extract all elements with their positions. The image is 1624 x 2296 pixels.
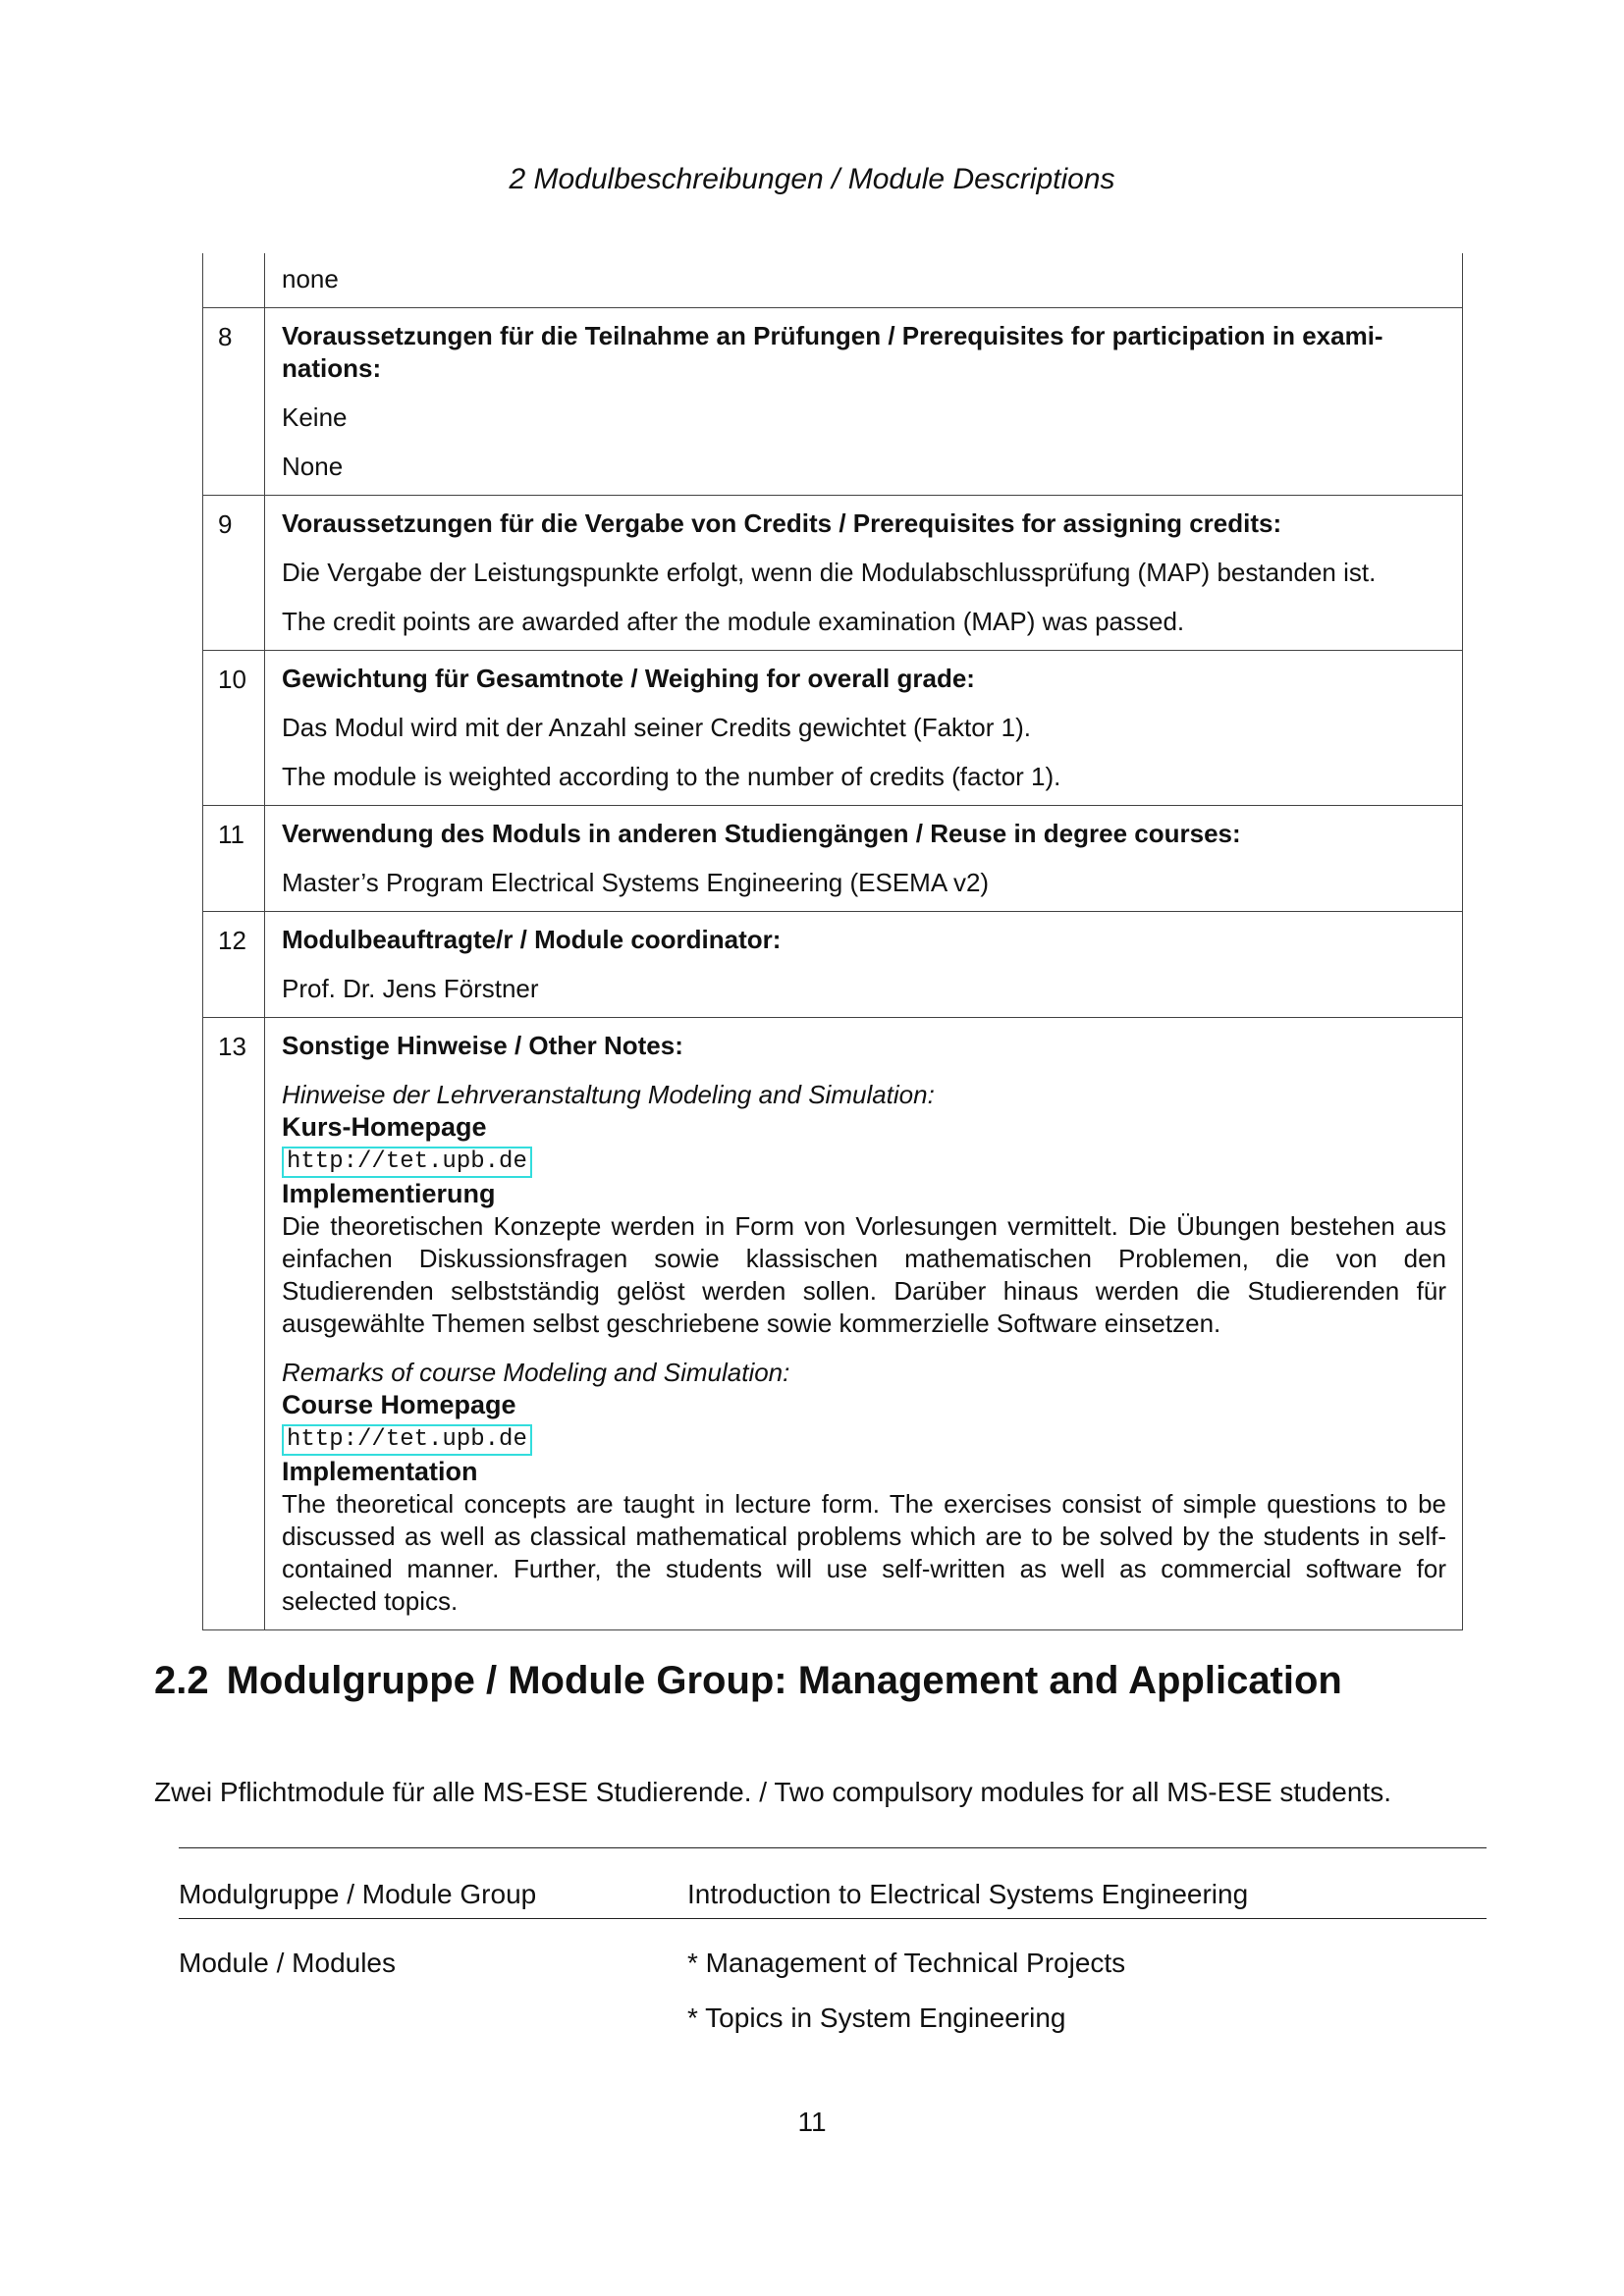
row-heading: Verwendung des Moduls in anderen Studiengängen / Reuse in degree courses: <box>282 819 1241 848</box>
section-heading <box>154 1657 1342 1704</box>
row-text-en: The module is weighted according to the number of credits (factor 1). <box>282 762 1061 791</box>
row-heading: Gewichtung für Gesamtnote / Weighing for overall grade: <box>282 664 975 693</box>
row-number: 12 <box>203 912 265 1018</box>
implementation-label-en: Implementation <box>282 1457 478 1486</box>
row-heading: Sonstige Hinweise / Other Notes: <box>282 1031 683 1060</box>
table-row-9 <box>203 496 1463 651</box>
course-homepage-link-en[interactable]: http://tet.upb.de <box>282 1424 532 1456</box>
row-number: 8 <box>203 308 265 496</box>
row-number: 9 <box>203 496 265 651</box>
row-number: 10 <box>203 651 265 806</box>
section-title: Modulgruppe / Module Group: Management and Application <box>226 1659 1342 1702</box>
row-body <box>265 651 1463 806</box>
group-table-top-rule <box>179 1847 1487 1848</box>
row-body <box>265 496 1463 651</box>
module-item: * Management of Technical Projects <box>687 1948 1126 1978</box>
row-text-en: The credit points are awarded after the module examination (MAP) was passed. <box>282 607 1185 636</box>
homepage-label-en: Course Homepage <box>282 1390 516 1419</box>
row-number <box>203 253 265 308</box>
row-heading: Voraussetzungen für die Teilnahme an Prüfungen / Prerequisites for participation in exami-nations: <box>282 321 1383 383</box>
row-heading: Voraussetzungen für die Vergabe von Credits / Prerequisites for assigning credits: <box>282 508 1282 538</box>
homepage-label-de: Kurs-Homepage <box>282 1112 487 1142</box>
row-text: Prof. Dr. Jens Förstner <box>282 974 539 1003</box>
row-body <box>265 308 1463 496</box>
row-body <box>265 253 1463 308</box>
row-text-en: None <box>282 452 344 481</box>
row-heading: Modulbeauftragte/r / Module coordinator: <box>282 925 782 954</box>
table-row-12 <box>203 912 1463 1018</box>
implementation-text-de: Die theoretischen Konzepte werden in Form von Vorlesungen vermittelt. Die Übungen bestehen aus einfachen Diskussionsfragen sowie klassischen mathematischen Problemen, die von den Studierenden selbstständig gelöst werden sollen. Darüber hinaus werden die Studierenden für ausgewählte Themen selbst geschriebene sowie kommerzielle Software einsetzen. <box>282 1211 1446 1338</box>
row-body <box>265 806 1463 912</box>
table-row-10 <box>203 651 1463 806</box>
group-value: Introduction to Electrical Systems Engineering <box>687 1879 1249 1909</box>
course-homepage-link-de[interactable]: http://tet.upb.de <box>282 1147 532 1178</box>
table-row-continuation <box>203 253 1463 308</box>
row-number: 11 <box>203 806 265 912</box>
implementation-text-en: The theoretical concepts are taught in lecture form. The exercises consist of simple questions to be discussed as well as classical mathematical problems which are to be solved by the students in self-contained manner. Further, the students will use self-written as well as commercial software for selected topics. <box>282 1489 1446 1616</box>
module-item: * Topics in System Engineering <box>687 2002 1066 2033</box>
implementation-label-de: Implementierung <box>282 1179 496 1208</box>
row-number: 13 <box>203 1018 265 1630</box>
group-label: Modulgruppe / Module Group <box>179 1879 537 1909</box>
table-row-11 <box>203 806 1463 912</box>
row-body <box>265 1018 1463 1630</box>
row-text: Master’s Program Electrical Systems Engineering (ESEMA v2) <box>282 868 990 897</box>
section-number: 2.2 <box>154 1659 209 1702</box>
module-description-table <box>202 253 1463 1630</box>
row-text-de: Keine <box>282 402 348 432</box>
table-row-8 <box>203 308 1463 496</box>
group-table-mid-rule <box>179 1918 1487 1919</box>
row-text-de: Die Vergabe der Leistungspunkte erfolgt, wenn die Modulabschlussprüfung (MAP) bestanden ist. <box>282 558 1377 587</box>
table-row-13 <box>203 1018 1463 1630</box>
row-text-de: Das Modul wird mit der Anzahl seiner Credits gewichtet (Faktor 1). <box>282 713 1031 742</box>
page-number: 11 <box>797 2107 827 2137</box>
row-body <box>265 912 1463 1018</box>
modules-label: Module / Modules <box>179 1948 397 1978</box>
section-intro: Zwei Pflichtmodule für alle MS-ESE Studierende. / Two compulsory modules for all MS-ESE students. <box>154 1777 1392 1807</box>
running-header: 2 Modulbeschreibungen / Module Descriptions <box>509 163 1115 195</box>
continuation-text: none <box>282 264 339 294</box>
notes-intro-de: Hinweise der Lehrveranstaltung Modeling and Simulation: <box>282 1080 935 1109</box>
notes-intro-en: Remarks of course Modeling and Simulation: <box>282 1358 790 1387</box>
